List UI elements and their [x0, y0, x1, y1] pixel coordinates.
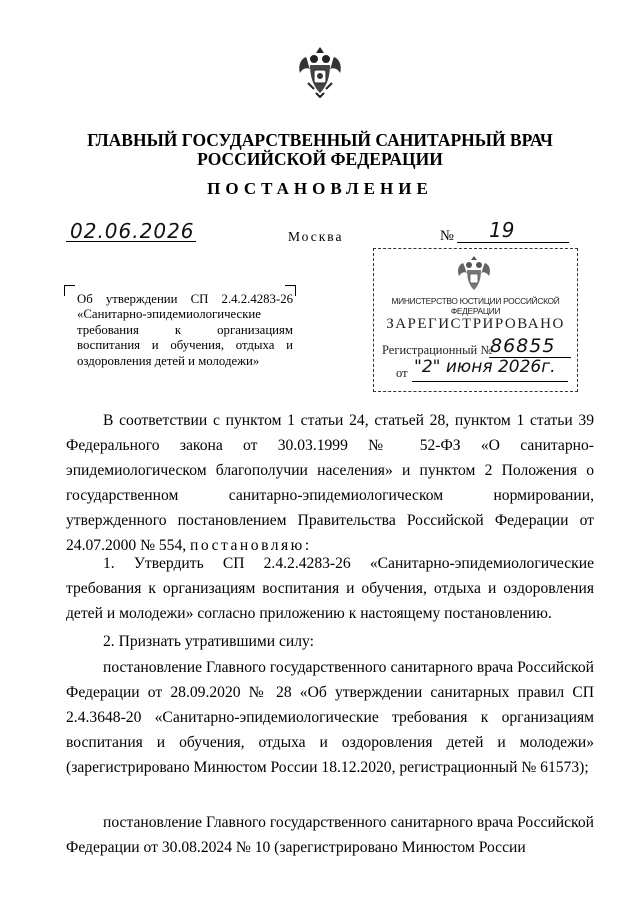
- registration-stamp: [373, 248, 578, 392]
- document-type-title: ПОСТАНОВЛЕНИЕ: [207, 179, 433, 198]
- from-date-underline: [412, 381, 568, 382]
- stamp-from-label: от: [396, 366, 408, 380]
- document-subject: Об утверждении СП 2.4.2.4283-26 «Санитарно-эпидемиологические требования к организациям воспитания и обучения, отдыха и оздоровления детей и молодежи»: [77, 292, 293, 368]
- issuer-title-line2: РОССИЙСКОЙ ФЕДЕРАЦИИ: [197, 149, 443, 169]
- repealed-resolution-2: постановление Главного государственного санитарного врача Российской Федерации от 30.08.2024 № 10 (зарегистрировано Минюстом России: [66, 814, 594, 856]
- stamp-registered: ЗАРЕГИСТРИРОВАНО: [386, 316, 565, 332]
- stamp-from-date: "2" июня 2026г.: [414, 357, 556, 377]
- document-number: 19: [489, 218, 515, 242]
- item-1-paragraph: 1. Утвердить СП 2.4.2.4283-26 «Санитарно-эпидемиологические требования к организациям воспитания и обучения, отдыха и оздоровления детей и молодежи» согласно приложению к настоящему постановлению.: [66, 555, 594, 622]
- preamble-paragraph: [66, 408, 594, 558]
- number-underline: [457, 242, 569, 243]
- repealed-resolution-1: постановление Главного государственного санитарного врача Российской Федерации от 28.09.2020 № 28 «Об утверждении санитарных правил СП 2.4.3648-20 «Санитарно-эпидемиологические требования к организациям воспитания и обучения, отдыха и оздоровления детей и молодежи» (зарегистрировано Минюстом России 18.12.2020, регистрационный № 61573);: [66, 659, 594, 776]
- item-2-paragraph: 2. Признать утратившими силу:: [103, 633, 314, 650]
- stamp-reg-number: 86855: [490, 335, 556, 357]
- date-underline: [66, 241, 196, 242]
- number-sign: №: [440, 228, 454, 244]
- subject-bracket-left: [64, 285, 75, 296]
- document-city: Москва: [288, 229, 344, 244]
- stamp-ministry: МИНИСТЕРСТВО ЮСТИЦИИ РОССИЙСКОЙ ФЕДЕРАЦИИ: [391, 296, 560, 316]
- stamp-reg-label: Регистрационный №: [382, 343, 493, 357]
- stamp-emblem: [455, 254, 493, 294]
- decree-word: постановляю:: [190, 537, 312, 554]
- preamble-text: В соответствии с пунктом 1 статьи 24, статьей 28, пунктом 1 статьи 39 Федерального закона от 30.03.1999 № 52-ФЗ «О санитарно-эпидемиологическом благополучии населения» и пунктом 2 Положения о государственном санитарно-эпидемиологическом нормировании, утвержденного постановлением Правительства Российской Федерации от 24.07.2000 № 554,: [66, 412, 594, 554]
- coat-of-arms-emblem: [294, 43, 346, 99]
- issuer-title-line1: ГЛАВНЫЙ ГОСУДАРСТВЕННЫЙ САНИТАРНЫЙ ВРАЧ: [87, 130, 553, 150]
- document-date: 02.06.2026: [70, 219, 195, 243]
